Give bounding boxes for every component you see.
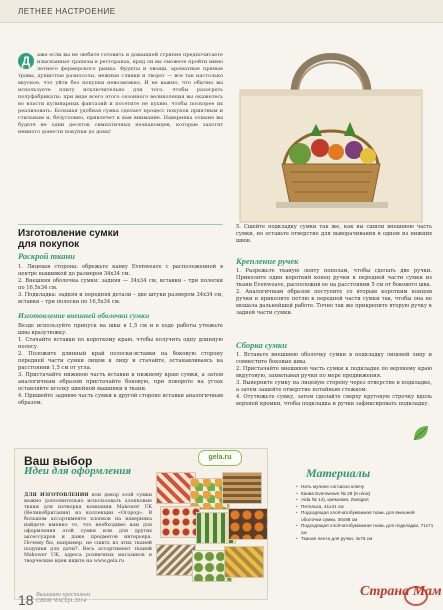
materials-item: • Тканая лента для ручки, 4х76 см [296,536,436,543]
fabric-swatches [156,472,262,592]
col2-intro-text: 5. Сшейте подкладку сумки так же, как вы сшили внешнюю часть сумки, но оставьте отверстие для выворачивания в одном из нижних швов. [236,224,432,244]
materials-item: • Подходящая хлопчатобумажная ткань для подкладки, 71х71 см [296,523,436,536]
leaf-icon [412,424,430,442]
handles-text: 1. Разрежьте тканую ленту пополам, чтобы сделать две ручки. Приколите один короткий конец ручки к передней части сумки из ткани Evenweave, расположив ее на расстоянии 5 см от бокового шва. 2. Аналогичным образом поступите со вторым коротким концом ручки и приколите петлю к передней части сумки так, чтобы она не мешала дальнейшей работе. Точно так же прикрепите вторую ручку к задней части сумки. [236,268,432,316]
materials-item: • Петелька, 41х41 см [296,504,436,511]
article-title-line2: для покупок [18,239,80,250]
assembly-instructions [236,352,432,408]
outer-instructions [18,323,223,407]
materials-item: • Подходящая хлопчатобумажная ткань для внешней оболочки сумки, 36х88 см [296,510,436,523]
tote-bag-image [232,36,430,226]
col2-intro [236,224,432,245]
assembly-heading: Сборка сумки [236,340,287,350]
handles-instructions [236,268,432,317]
materials-item: • Нить мулине согласно ключу [296,484,436,491]
article-title: Изготовление сумки [18,228,119,239]
watermark-stamp [404,586,428,606]
section-label: ЛЕТНЕЕ НАСТРОЕНИЕ [18,7,116,16]
ad-subtitle: Идеи для оформления [24,465,132,477]
gela-logo[interactable]: gela.ru [198,450,242,466]
outer-text: Везде используйте припуск на швы в 1,5 см и в ходе работы утюжьте швы вразутюжку. 1. Стачайте вставки по короткому краю, чтобы получить одну длинную полосу. 2. Положите длинный край полоски-вставки на боковую сторону передней части сумки лицом к лицу и стачайте, останавливаясь на расстоянии 1,5 см от угла. 3. Пристачайте нижнюю часть вставки к нижнему краю сумки, а затем аналогичным образом пристачайте боковую, при повороте на углах оставляйте иголку швейной машинки в ткани. 4. Пришейте заднюю часть сумки к другой стороне вставки аналогичным образом. [18,323,223,406]
fabric-swatch [222,472,262,504]
tomato [311,139,329,157]
page-number: 18 [18,592,34,608]
ad-text [24,492,152,565]
materials-title: Материалы [306,466,371,480]
fabric-swatch [160,506,200,538]
intro-paragraph [18,52,223,136]
tote-bag-illustration [232,36,430,226]
cut-text: 1. Лицевая сторона: обрежьте канву Evenweave с расположенной в центре вышивкой до размеров 34х34 см. 2. Внешняя оболочка сумки: задняя — 34х34 см, вставки – три полоски по 16,5х34 см. 3. Подкладка: задняя и передняя детали – две штуки размером 34х34 см, вставки – три полоски по 16,5х34 см. [18,264,223,305]
ad-title: Ваш выбор [24,454,93,468]
cabbage [289,143,311,165]
bag-top-seam [240,90,422,96]
pepper [360,148,376,164]
fabric-swatch [224,546,264,578]
pumpkin [328,144,344,160]
cut-instructions [18,264,223,306]
ad-body: или декор этой сумки можно дополнительно использовать хлопковые ткани для пэчворка компании Makower UK (Великобритания) из коллекции «Огород». В большом ассортименте хлопков на наверняка найдете именно то, что необходимо вам для оформления этой сумки или для других аксессуаров и даже предметов интерьера. Почему бы, например, не сшить из этих тканей подушки для дачи?. Весь ассортимент тканей Makower UK, адреса розничных магазинов и творческие идеи ищите на www.gela.ru [24,493,152,564]
assembly-text: 1. Вставьте внешнюю оболочку сумки в подкладку лицевой лицу и совместите боковые швы. 2. Пристачайте внешнюю часть сумки к подкладке по верхнему краю вкруговую, захватывая ручки по мере продвижения. 3. Выверните сумку на лицевую сторону через отверстие в подкладке, а затем зашейте отверстие потайным стежком. 4. Отутюжьте сумку, затем сделайте сверху круговую строчку вдоль верхней кромки, чтобы подкладка и ручки зафиксировать подкладку. [236,352,432,407]
cut-heading: Раскрой ткани [18,251,75,261]
outer-heading: Изготовление внешней оболочки сумки [18,311,150,320]
materials-item: • Канва Evenweave № 28 (6 н/см) [296,491,436,498]
ad-lead: ДЛЯ ИЗГОТОВЛЕНИЯ [24,492,89,498]
magazine-line1: Вышиваю крестиком [36,592,91,598]
fabric-swatch [156,544,196,576]
fabric-swatch [228,508,268,540]
materials-item: • Aida № 14), кремовая, Zweigart [296,497,436,504]
basket [282,164,380,204]
materials-list [296,484,436,543]
dropcap: Д [18,53,34,69]
magazine-name [36,592,90,604]
magazine-line2: СВОЯ ЧАСЦА 2014 [36,598,87,604]
handles-heading: Крепление ручек [236,256,299,266]
intro-text: аже если вы не любите готовить и домашней стряпне предпочитаете изысканные трапезы в ресторанах, вряд ли вы сможете пройти мимо летнего фермерского рынка. Фрукты и овощи, ароматные пряные травы, душистые разносолы, нежные сливки и творог — все так настолько вкусное, что уйти без покупки невозможно. И не важно, что обычно вы используете плиту исключительно для того, чтобы разогреть полуфабрикаты: при виде всего этого сезонного великолепия вы окажетесь во власти кулинарных фантазий и посетите не кухню, чтобы поскорее их реализовать. Большая удобная сумка сделает процесс покупок приятным и стильным и, безусловно, привлечет к вам внимание. Наверняка отныне вы будете не одни десяток симпатичных незнакомцев, которые захотят немного донести покупки до дома! [18,52,223,135]
ground [276,202,388,208]
divider [18,224,223,225]
watermark: Страна Мам [360,584,442,599]
